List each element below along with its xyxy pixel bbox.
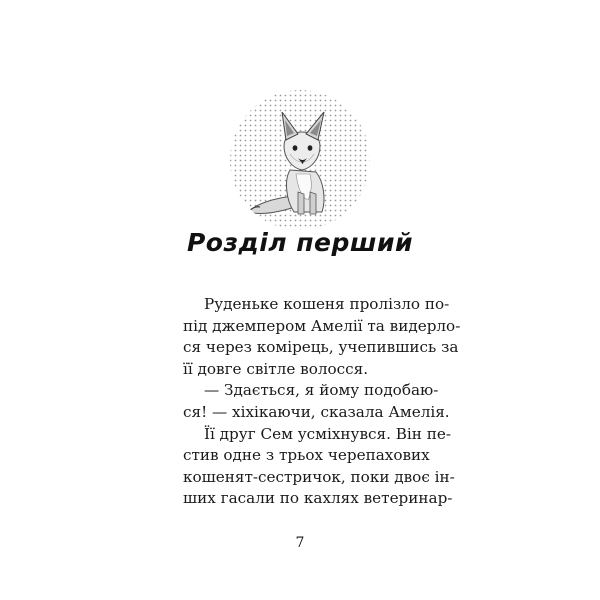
text-line: Її друг Сем усміхнувся. Він пе- bbox=[204, 424, 451, 443]
text-line: ших гасали по кахлях ветеринар- bbox=[183, 489, 453, 508]
text-line: ся! — хіхікаючи, сказала Амелія. bbox=[183, 402, 450, 421]
chapter-title: Розділ перший bbox=[186, 228, 413, 257]
text-line: стив одне з трьох черепахових bbox=[183, 446, 430, 465]
body-text bbox=[183, 294, 461, 510]
text-line: її довге світле волосся. bbox=[183, 359, 369, 378]
text-line: — Здається, я йому подобаю- bbox=[204, 381, 439, 400]
text-line: Руденьке кошеня пролізло по- bbox=[204, 295, 450, 313]
page-number: 7 bbox=[295, 535, 305, 551]
fox-cub-illustration bbox=[228, 88, 372, 232]
text-line: під джемпером Амелії та видерло- bbox=[183, 316, 461, 335]
text-line: кошенят-сестричок, поки двоє ін- bbox=[183, 467, 455, 486]
chapter-emblem bbox=[228, 88, 372, 232]
text-line: ся через комірець, учепившись за bbox=[183, 338, 459, 357]
